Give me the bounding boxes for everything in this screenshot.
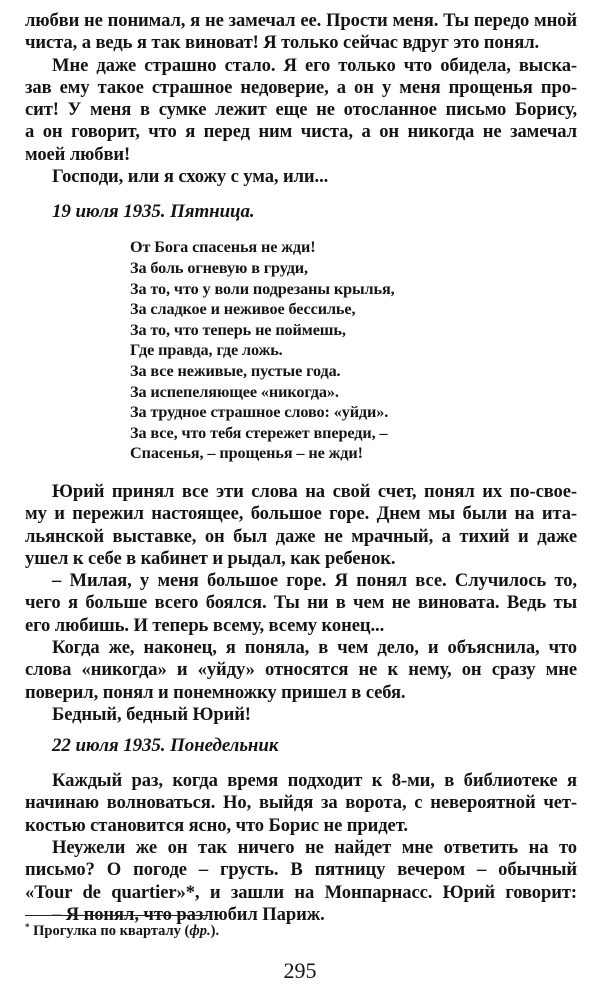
text-line: костью становится ясно, что Борис не придет.	[25, 814, 408, 836]
text-line: Каждый раз, когда время подходит к 8-ми, в библиотеке я	[52, 770, 577, 792]
footnote-marker: *	[25, 922, 30, 932]
text-line: – Милая, у меня большое горе. Я понял все. Случилось то,	[52, 570, 577, 592]
poem-line: От Бога спасенья не жди!	[130, 238, 316, 257]
poem-line: За то, что у воли подрезаны крылья,	[130, 279, 395, 298]
diary-date-heading: 22 июля 1935. Понедельник	[52, 735, 279, 757]
text-line: сит! У меня в сумке лежит еще не отосланное письмо Борису,	[25, 99, 577, 121]
text-line: зав ему такое страшное недоверие, а он у меня прощенья про-	[25, 76, 577, 98]
poem-line: За трудное страшное слово: «уйди».	[130, 403, 389, 422]
footnote-close: ).	[210, 923, 220, 939]
text-line: письмо? О погоде – грусть. В пятницу вечером – обычный	[25, 859, 577, 881]
paragraph	[25, 570, 577, 637]
text-line: Господи, или я схожу с ума, или...	[52, 166, 329, 188]
footnote	[25, 918, 219, 940]
book-page	[25, 10, 577, 926]
poem-line: За то, что теперь не поймешь,	[130, 320, 346, 339]
paragraph	[25, 637, 577, 704]
text-line: ушел к себе в кабинет и рыдал, как ребенок.	[25, 547, 396, 569]
text-line: Когда же, наконец, я поняла, в чем дело, и объяснила, что	[52, 636, 577, 658]
text-line: льянской выставке, он был даже не мрачный, а тихий и даже	[25, 525, 577, 547]
paragraph	[25, 837, 577, 904]
text-line: Юрий принял все эти слова на свой счет, понял их по-свое-	[52, 480, 577, 502]
text-line: моей любви!	[25, 143, 131, 165]
paragraph	[25, 166, 577, 188]
text-line: му и пережил настоящее, большое горе. Днем мы были на ита-	[25, 503, 577, 525]
paragraph	[25, 704, 577, 726]
page-number: 295	[283, 958, 317, 983]
text-line: «Tour de quartier»*, и зашли на Монпарнасс. Юрий говорит:	[25, 881, 577, 903]
paragraph	[25, 481, 577, 570]
poem-line: За испепеляющее «никогда».	[130, 382, 339, 401]
diary-date-heading: 19 июля 1935. Пятница.	[52, 201, 255, 223]
text-line: чиста, а ведь я так виноват! Я только сейчас вдруг это понял.	[25, 32, 540, 54]
paragraph	[25, 10, 577, 55]
poem-line: За все неживые, пустые года.	[130, 361, 341, 380]
text-line: Бедный, бедный Юрий!	[52, 703, 251, 725]
paragraph	[25, 55, 577, 166]
footnote-divider	[25, 915, 208, 916]
footnote-abbrev: фр.	[189, 923, 211, 939]
text-line: поверил, понял и понемножку пришел в себя.	[25, 681, 406, 703]
poem-line: За боль огневую в груди,	[130, 258, 308, 277]
paragraph	[25, 770, 577, 837]
text-line: а он говорит, что я перед ним чиста, а он никогда не замечал	[25, 121, 577, 143]
poem	[130, 237, 577, 464]
poem-line: За сладкое и неживое бессилье,	[130, 300, 356, 319]
poem-line: За все, что тебя стережет впереди, –	[130, 423, 388, 442]
text-line: чего я больше всего боялся. Ты ни в чем не виновата. Ведь ты	[25, 592, 577, 614]
footnote-text: Прогулка по кварталу (	[33, 923, 190, 939]
text-line: его любишь. И теперь всему, всему конец...	[25, 614, 385, 636]
text-line: Мне даже страшно стало. Я его только что обидела, выска-	[52, 54, 577, 76]
text-line: начинаю волноваться. Но, выйдя за ворота, с невероятной чет-	[25, 792, 577, 814]
text-line: Неужели же он так ничего не найдет мне ответить на то	[52, 837, 577, 859]
poem-line: Где правда, где ложь.	[130, 341, 283, 360]
text-line: слова «никогда» и «уйду» относятся не к нему, он сразу мне	[25, 659, 577, 681]
text-line: – Я понял, что разлюбил Париж.	[52, 903, 325, 925]
text-line: любви не понимал, я не замечал ее. Прости меня. Ты передо мной	[25, 10, 577, 31]
poem-line: Спасенья, – прощенья – не жди!	[130, 444, 363, 463]
